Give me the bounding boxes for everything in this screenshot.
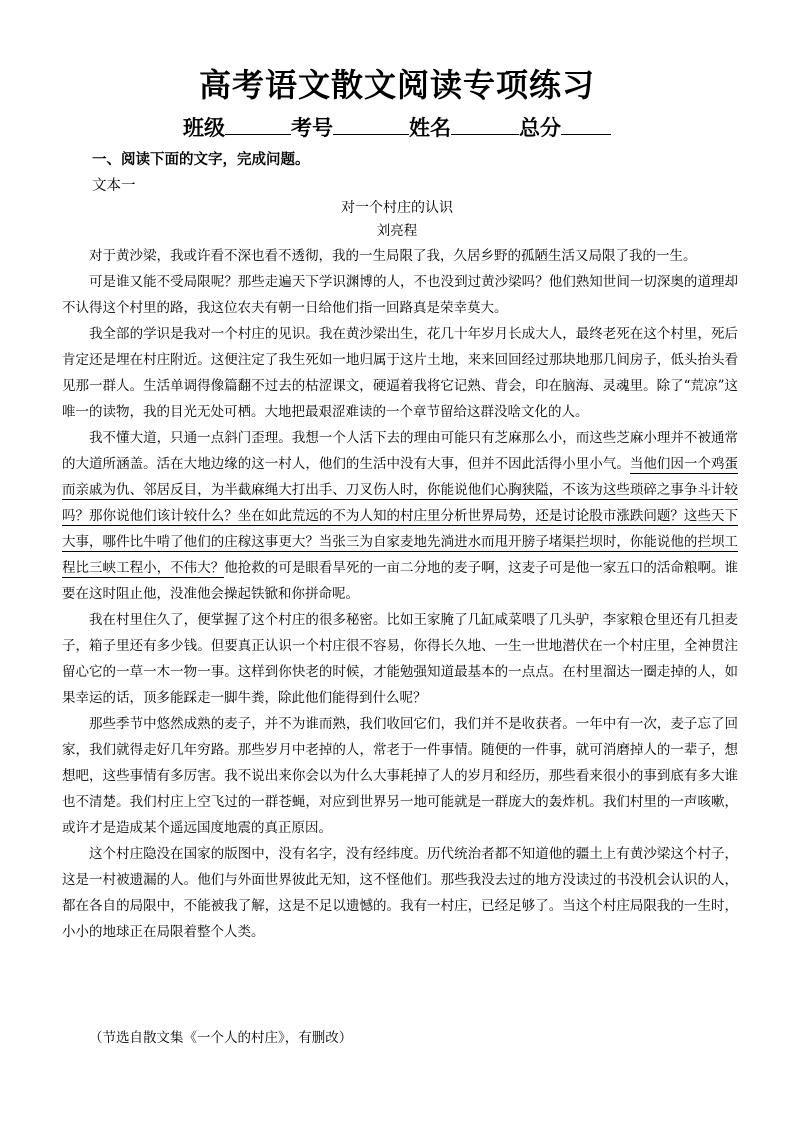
paragraph-4-ending: 他抢救的可是眼看旱死的一亩二分地的麦子啊，这麦子可是他一家五口的活命粮啊。谁要在这时阻止他，没准他会操起铁锨和你拼命呢。 [62,560,739,602]
essay-body [62,243,738,945]
essay-author: 刘亮程 [376,223,418,239]
name-blank[interactable] [451,116,519,135]
paragraph-4-intro: 我不懂大道，只通一点斜门歪理。我想一个人活下去的理由可能只有芝麻那么小，而这些芝麻小理并不被通常的大道所涵盖。活在大地边缘的这一村人，他们的生活中没有大事，但并不因此活得小里小气。 [62,430,738,472]
section-heading: 一、阅读下面的文字，完成问题。 [92,152,310,168]
score-label: 总分 [519,116,561,140]
source-note: （节选自散文集《一个人的村庄》，有删改） [89,1030,353,1046]
exam-no-label: 考号 [291,116,333,140]
paragraph-7: 这个村庄隐没在国家的版图中，没有名字，没有经纬度。历代统治者都不知道他的疆土上有黄沙梁这个村子，这是一村被遗漏的人。他们与外面世界彼此无知，这不怪他们。那些我没去过的地方没读过的书没机会认识的人，都在各自的局限中，不能被我了解，这是不足以遗憾的。我有一村庄，已经足够了。当这个村庄局限我的一生时，小小的地球正在局限着整个人类。 [62,846,738,940]
paragraph-5: 我在村里住久了，便掌握了这个村庄的很多秘密。比如王家腌了几缸咸菜喂了几头驴，李家粮仓里还有几担麦子，箱子里还有多少钱。但要真正认识一个村庄很不容易，你得长久地、一生一世地潜伏在一个村庄里，全神贯注留心它的一草一木一物一事。这样到你快老的时候，才能勉强知道最基本的一点点。在村里溜达一圈走掉的人，如果幸运的话，顶多能踩走一脚牛粪，除此他们能得到什么呢？ [62,612,738,706]
underlined-passage: 当他们因一个鸡蛋而亲戚为仇、邻居反目，为半截麻绳大打出手、刀叉伤人时，你能说他们心胸狭隘，不该为这些琐碎之事争斗计较吗？那你说他们该计较什么？坐在如此荒远的不为人知的村庄里分析世界局势，还是讨论股市涨跌问题？这些天下大事，哪件比牛啃了他们的庄稼这事更大？当张三为自家麦地先淌进水而甩开膀子堵渠拦坝时，你能说他的拦坝工程比三峡工程小，不伟大？ [62,456,739,576]
paragraph-2: 可是谁又能不受局限呢？那些走遍天下学识渊博的人，不也没到过黄沙梁吗？他们熟知世间一切深奥的道理却不认得这个村里的路，我这位农夫有朝一日给他们指一回路真是荣幸莫大。 [62,274,738,316]
paragraph-1: 对于黄沙梁，我或许看不深也看不透彻，我的一生局限了我，久居乡野的孤陋生活又局限了我的一生。 [89,248,697,264]
exam-no-blank[interactable] [333,116,409,135]
essay-title: 对一个村庄的认识 [341,200,453,216]
worksheet-title: 高考语文散文阅读专项练习 [198,66,595,104]
class-label: 班级 [183,116,225,140]
name-label: 姓名 [409,116,451,140]
paragraph-4 [62,425,738,607]
student-info-line [0,112,794,142]
text-label: 文本一 [92,178,136,194]
score-blank[interactable] [561,116,611,135]
paragraph-6: 那些季节中悠然成熟的麦子，并不为谁而熟，我们收回它们，我们并不是收获者。一年中有一次，麦子忘了回家，我们就得走好几年穷路。那些岁月中老掉的人，常老于一件事情。随便的一件事，就可消磨掉人的一辈子，想想吧，这些事情有多厉害。我不说出来你会以为什么大事耗掉了人的岁月和经历，那些看来很小的事到底有多大谁也不清楚。我们村庄上空飞过的一群苍蝇，对应到世界另一地可能就是一群庞大的轰炸机。我们村里的一声咳嗽，或许才是造成某个遥远国度地震的真正原因。 [62,716,738,836]
paragraph-3: 我全部的学识是我对一个村庄的见识。我在黄沙梁出生，花几十年岁月长成大人，最终老死在这个村里，死后肯定还是埋在村庄附近。这便注定了我生死如一地归属于这片土地，来来回回经过那块地那几间房子，低头抬头看见那一群人。生活单调得像篇翻不过去的枯涩课文，硬逼着我将它记熟、背会，印在脑海、灵魂里。除了“荒凉”这唯一的读物，我的目光无处可栖。大地把最艰涩难读的一个章节留给这群没啥文化的人。 [62,326,738,420]
class-blank[interactable] [225,116,291,135]
